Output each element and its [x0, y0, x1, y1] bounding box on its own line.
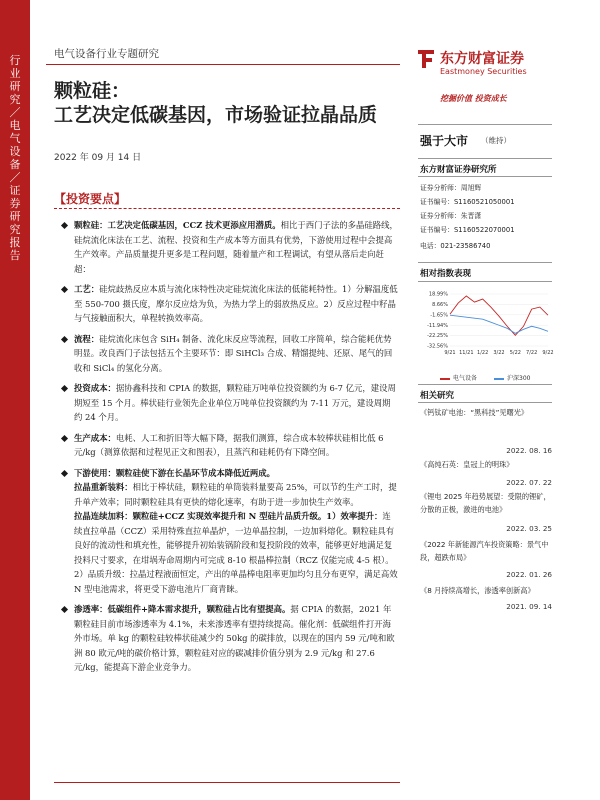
related-item-date: 2022. 03. 25: [506, 524, 552, 533]
x-tick-label: 7/22: [526, 350, 538, 356]
related-item-date: 2022. 08. 16: [506, 446, 552, 455]
related-item-title[interactable]: 《2022 年新能源汽车投资策略：景气中段，超跌布局》: [420, 540, 549, 562]
analyst-phone: 电话：021-23586740: [420, 242, 491, 250]
key-point-text: 硅烷歧热反应本质与流化床特性决定硅烷流化床法的低能耗特性。1）分解温度低至 550-700 摄氏度，摩尔反应焓为负，为热力学上的弱放热反应。2）反应过程中籽晶与气接触面积大，单程转换效率高。: [74, 284, 398, 323]
key-point: [62, 466, 398, 481]
y-tick-label: -1.65%: [430, 312, 448, 319]
legend-label: 沪深300: [507, 375, 531, 382]
key-point-lead: 拉晶重新装料：: [74, 482, 133, 492]
key-point: [62, 332, 398, 376]
key-point-lead: 投资成本：: [74, 383, 116, 393]
related-item-date: 2022. 01. 26: [506, 570, 552, 579]
x-tick-label: 9/22: [542, 350, 554, 356]
rating-label: 强于大市: [420, 134, 469, 148]
rating-divider: [418, 124, 552, 125]
report-title-line1: 颗粒硅：: [54, 80, 131, 102]
key-point-lead: 流程：: [74, 333, 100, 344]
y-tick-label: -11.94%: [427, 322, 448, 329]
x-tick-label: 5/22: [509, 350, 521, 356]
legend-label: 电气设备: [453, 375, 478, 382]
side-banner: [0, 0, 30, 800]
analyst-divider: [418, 158, 552, 159]
bullet-icon: [61, 434, 68, 441]
key-point: [62, 431, 398, 460]
footer-divider: [54, 782, 400, 783]
related-item-date: 2022. 07. 22: [506, 478, 552, 487]
x-tick-label: 1/22: [477, 350, 489, 356]
key-point-text: 据 CPIA 的数据，2021 年颗粒硅目前市场渗透率为 4.1%，未来渗透率有望持续提高。催化剂：低碳组件打开海外市场。单 kg 的颗粒硅较棒状硅减少约 50kg 的碳排放，以现在的国内 59 元/吨和欧洲 80 欧元/吨的碳价格计算，颗粒硅对应的碳减排价值分别为 2.9 元/kg 和 27.6 元/kg，能提高下游企业竞争力。: [74, 604, 395, 672]
key-point-text: 相比于西门子法的多晶硅路线，硅烷流化床法在工艺、流程、投资和生产成本等方面具有优势，下游使用过程中会提高生产效率。产品质量提升更多是工程问题，随着量产和工程调试，有望从落后走向赶超：: [74, 220, 398, 274]
legend-swatch: [440, 378, 450, 380]
relative-index-chart: [420, 290, 554, 358]
section-heading: 【投资要点】: [54, 192, 127, 206]
report-category: 电气设备行业专题研究: [54, 48, 159, 60]
chart-heading: 相对指数表现: [420, 269, 472, 279]
section-divider: [54, 208, 400, 209]
bullet-icon: [61, 385, 68, 392]
key-point-sub: [62, 480, 398, 509]
bullet-icon: [61, 335, 68, 342]
analyst-divider-2: [418, 176, 552, 177]
x-tick-label: 9/21: [444, 350, 456, 356]
side-banner-text: 行业研究／电气设备／证券研究报告: [9, 54, 21, 262]
related-item-title[interactable]: 《高纯石英：皇冠上的明珠》: [420, 460, 514, 469]
key-point: [62, 282, 398, 326]
legend-item-csi300: [494, 373, 530, 382]
key-point-text: 硅烷流化床包含 SiH₄ 制备、流化床反应等流程，回收工序简单，综合能耗优势明显。改良西门子法包括五个主要环节：即 SiHCl₃ 合成、精馏提纯、还原、尾气的回收和 SiCl₄ 的氢化分离。: [74, 333, 393, 373]
key-point-lead: 生产成本：: [74, 432, 116, 443]
analyst-heading: 东方财富证券研究所: [420, 165, 497, 175]
series-line: [450, 296, 548, 335]
bullet-icon: [61, 469, 68, 476]
report-date: 2022 年 09 月 14 日: [54, 153, 142, 163]
analyst-line: 证券分析师：朱晋潇: [420, 212, 482, 220]
x-tick-label: 3/22: [493, 350, 505, 356]
related-heading: 相关研究: [420, 391, 455, 401]
brand-name-en: Eastmoney Securities: [440, 67, 527, 76]
key-point-lead: 工艺：: [74, 284, 100, 294]
related-item-title[interactable]: 《8 月持续高增长，渗透率创新高》: [420, 586, 535, 595]
y-tick-label: -32.56%: [427, 343, 448, 350]
analyst-line: 证书编号：S1160521050001: [420, 198, 515, 206]
series-line: [450, 315, 548, 333]
x-tick-label: 11/21: [459, 350, 474, 356]
related-item-date: 2021. 09. 14: [506, 602, 552, 611]
bullet-icon: [61, 222, 68, 229]
chart-divider-2: [418, 281, 552, 282]
analyst-line: 证书编号：S1160522070001: [420, 226, 515, 234]
key-point-text: 电耗、人工和折旧等大幅下降，据我们测算，综合成本较棒状硅相比低 6 元/kg（测算依据和过程见正文和图表），且蒸汽和硅耗仍有下降空间。: [74, 432, 384, 457]
key-point-lead: 下游使用：颗粒硅使下游在长晶环节成本降低近两成。: [74, 467, 275, 478]
y-tick-label: 8.66%: [432, 302, 448, 309]
rating-sub: （维持）: [481, 136, 511, 145]
key-point-text: 连续直拉单晶（CCZ）采用特殊直拉单晶炉，一边单晶拉制，一边加料熔化。颗粒硅具有良好的流动性和填充性，能够提升初始装锅阶段和复投阶段的效率，能够更好地满足复投料尺寸要求，在坩埚寿命周期内可完成 8-10 根晶棒拉制（RCZ 仅能完成 4-5 根）。2）品质升级：拉晶过程液面恒定，产出的单晶棒电阻率更加均匀且分布更窄，满足高效 N 型电池需求，将更受下游电池片厂商青睐。: [74, 511, 398, 594]
eastmoney-logo-icon: [416, 48, 436, 70]
key-points-body: [62, 218, 398, 681]
key-point: [62, 602, 398, 675]
key-point-lead: 拉晶连续加料：颗粒硅+CCZ 实现效率提升和 N 型硅片品质升级。1）效率提升：: [74, 511, 383, 521]
brand-name-cn: 东方财富证券: [440, 51, 524, 67]
key-point: [62, 381, 398, 425]
legend-item-electric: [440, 373, 477, 382]
key-point-lead: 颗粒硅：工艺决定低碳基因，CCZ 技术更添应用潜质。: [74, 220, 281, 230]
related-item-title[interactable]: 《钙钛矿电池：“黑科技”见曙光》: [420, 408, 529, 417]
key-point-lead: 渗透率：低碳组件+降本需求提升，颗粒硅占比有望提高。: [74, 604, 291, 614]
y-tick-label: 18.99%: [428, 291, 448, 298]
related-item-title[interactable]: 《锂电 2025 年趋势展望：受限的锂矿，分散的正极，激进的电池》: [420, 492, 551, 514]
key-point: [62, 218, 398, 276]
related-divider: [418, 384, 552, 385]
key-point-sub: [62, 509, 398, 596]
bullet-icon: [61, 606, 68, 613]
analyst-line: 证券分析师：周旭辉: [420, 184, 482, 192]
brand-slogan: 挖掘价值 投资成长: [440, 94, 507, 103]
bullet-icon: [61, 286, 68, 293]
related-divider-2: [418, 402, 552, 403]
header-divider: [46, 64, 400, 65]
key-point-text: 据协鑫科技和 CPIA 的数据，颗粒硅万吨单位投资额约为 6-7 亿元，建设周期短至 15 个月。棒状硅行业领先企业单位万吨单位投资额约为 7-11 万元，建设周期约 24 个月。: [74, 383, 396, 422]
chart-divider: [418, 262, 552, 263]
report-title-line2: 工艺决定低碳基因，市场验证拉晶品质: [54, 104, 378, 126]
y-tick-label: -22.25%: [427, 333, 448, 340]
legend-swatch: [494, 378, 504, 380]
key-point-text: 相比于棒状硅，颗粒硅的单筒装料量要高 25%，可以节约生产工时，提升单产效率；同时颗粒硅具有更快的熔化速率，有助于进一步加快生产效率。: [74, 482, 397, 507]
